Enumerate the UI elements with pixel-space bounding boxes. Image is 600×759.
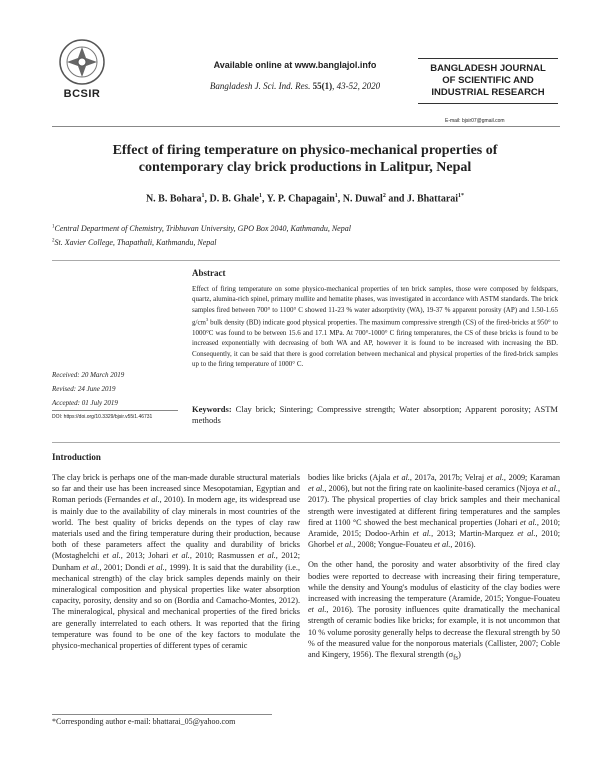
corresponding-author-footnote: *Corresponding author e-mail: bhattarai_05@yahoo.com — [52, 717, 236, 726]
affiliation — [52, 238, 217, 247]
keywords — [192, 404, 558, 426]
citation-journal: Bangladesh J. Sci. Ind. Res. — [209, 81, 311, 91]
keywords-label: Keywords: — [192, 404, 232, 414]
abstract-part: bulk density (BD) indicate good physical properties. The maximum compressive strength (CS) of the fired-bricks at 950° to 1000°C was found to be between 15.6 and 17.1 MPa. At 700°-1000° C firing temperatures, the CS of these bricks is found to be increased exponentially with decreasing of both WA and AP, however it is found to be increased with increasing the BD. Consequently, it can be said that there is good correlation between mechanical and physical properties of the fired-brick samples up to the firing temperature of 1000° C. — [192, 318, 558, 369]
author-name: N. Duwal — [342, 193, 383, 205]
citation — [170, 81, 420, 91]
date-accepted: Accepted: 01 July 2019 — [52, 399, 118, 407]
paper-title: Effect of firing temperature on physico-mechanical properties of contemporary clay brick productions in Lalitpur, Nepal — [112, 143, 498, 175]
author-name: D. B. Ghale — [209, 193, 259, 205]
author-name: Y. P. Chapagain — [266, 193, 335, 205]
intro-column-right — [308, 472, 560, 664]
author-name: N. B. Bohara — [145, 193, 202, 205]
citation-pages: , 43-52, 2020 — [332, 81, 381, 91]
date-received: Received: 20 March 2019 — [52, 371, 125, 379]
affiliation-divider — [52, 260, 560, 261]
footnote-divider — [52, 714, 272, 715]
author-sup: 1 — [334, 193, 338, 199]
affiliation-text: St. Xavier College, Thapathali, Kathmandu, Nepal — [54, 238, 217, 247]
abstract-text — [192, 284, 558, 370]
author-sup: 1* — [458, 193, 465, 199]
intro-paragraph: bodies like bricks (Ajala et al., 2017a, 2017b; Velraj et al., 2009; Karaman et al., 2006), but not the firing rate on kaolinite-based ceramics (Njoya et al., 2017). The physical properties of clay brick samples and their mechanical strength were investigated at different firing temperatures and the samples fired at 1100 °C showed the best mechanical properties (Johari et al., 2010; Aramide, 2015; Dodoo-Arhin et al., 2013; Martin-Marquez et al., 2010; Ghorbel et al., 2008; Yongue-Fouateu et al., 2016). — [308, 473, 561, 550]
author-name: J. Bhattarai — [406, 193, 459, 205]
author-list: N. B. Bohara$^1$, D. B. Ghale$^1$, Y. P. Chapagain$^1$, N. Duwal$^2$ and J. Bhattarai$^{1*}$ — [145, 193, 465, 205]
journal-name-line: BANGLADESH JOURNAL — [430, 63, 546, 74]
affiliation-text: Central Department of Chemistry, Tribhuvan University, GPO Box 2040, Kathmandu, Nepal — [54, 224, 351, 233]
author-sup: 1 — [201, 193, 205, 199]
author-sup: 1 — [258, 193, 262, 199]
intro-column-left — [52, 472, 300, 651]
citation-volume: 55(1) — [312, 81, 333, 91]
abstract-part: Effect of firing temperature on some physico-mechanical properties of ten brick samples, those were composed by feldspars, quartz, alumina-rich spinel, primary mullite and hematite phases, was investigated in accordance with ASTM standards. The brick samples fired between 700° to 1100° C showed 11-23 % water adsorptivity (WA), 19-37 % apparent porosity (AP) and 1.50-1.65 g/cm — [192, 285, 558, 327]
journal-name-line: OF SCIENTIFIC AND — [442, 75, 534, 86]
doi-divider — [52, 410, 178, 411]
affiliation-sup: 1 — [52, 224, 55, 230]
abstract-sup: 3 — [206, 317, 209, 323]
header-center — [170, 60, 420, 91]
journal-name-line: INDUSTRIAL RESEARCH — [431, 87, 545, 98]
section-divider — [52, 442, 560, 443]
affiliation-sup: 2 — [52, 238, 55, 244]
keywords-text: Clay brick; Sintering; Compressive strength; Water absorption; Apparent porosity; ASTM methods — [192, 404, 558, 425]
author-sup: 2 — [382, 193, 386, 199]
intro-paragraph: On the other hand, the porosity and water absorbtivity of the fired clay bodies were reported to decrease with increasing their firing temperature, while the density and Young's modulus of elasticity of the clay bodies were increased with increasing the temperature (Aramide, 2015; Yongue-Fouateu et al., 2016). The porosity influences quite dramatically the mechanical strength of ceramic bodies like bricks; for example, it is not uncommon that 10 % volume porosity generally helps to decrease the flexural strength by 50 % of the measured value for the nonporous materials (Callister, 2007; Coble and Kingery, 1956). The flexural strength $(\sigma_{fs})$ — [308, 560, 560, 662]
bcsir-logo — [52, 36, 112, 100]
available-online: Available online at www.banglajol.info — [213, 60, 377, 70]
journal-name-box — [418, 58, 558, 104]
intro-paragraph: The clay brick is perhaps one of the man-made durable structural materials so far and their use has been increased since Mesopotamian, Egyptian and Roman periods (Fernandes et al., 2010). In modern age, its widespread use is mainly due to the availability of clay minerals in most countries of the world. The best quality of bricks depends on the types of clay raw materials used and the firing temperature during their production, because both of these parameters affect the quality and durability of bricks (Mostaghelchi et al., 2013; Johari et al., 2010; Rasmussen et al., 2012; Dunham et al., 2001; Dondi et al., 1999). It is said that the durability (i.e., mechanical strength) of the clay brick samples depends mainly on their mineralogical composition and physical properties like water absorption capacity, porosity, density and so on (Bordia and Camacho-Montes, 2012). The mineralogical, physical and mechanical properties of the fired bricks are generally interrelated to each others. It was reported that the firing temperature was found to be one of the key factors to modulate the physico-mechanical properties of different types of ceramic — [52, 473, 301, 651]
doi-link[interactable]: DOI: https://doi.org/10.3329/bjsir.v55i1.46731 — [52, 414, 153, 420]
journal-email: E-mail: bjsir07@gmail.com — [445, 118, 505, 124]
article-dates — [52, 368, 124, 410]
intro-heading: Introduction — [52, 452, 101, 462]
affiliation — [52, 224, 351, 233]
logo-label: BCSIR — [63, 88, 101, 100]
date-revised: Revised: 24 June 2019 — [52, 385, 116, 393]
abstract-heading: Abstract — [192, 268, 226, 278]
header-divider — [52, 126, 560, 127]
bcsir-emblem-icon — [52, 36, 112, 86]
